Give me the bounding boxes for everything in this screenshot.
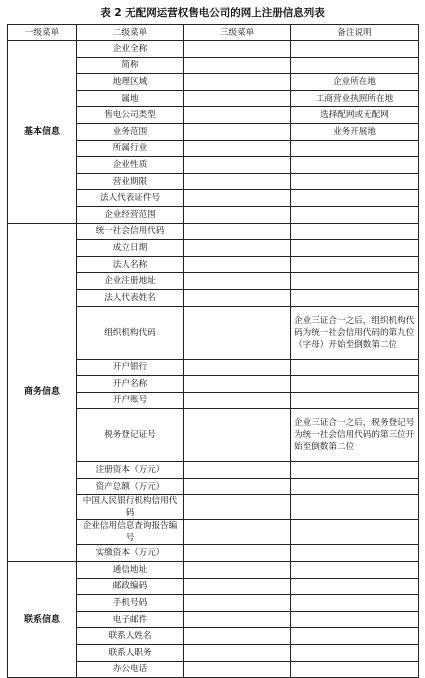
level2-cell: 手机号码 <box>77 595 184 612</box>
level3-cell <box>184 359 291 376</box>
level2-cell: 开户账号 <box>77 392 184 409</box>
level2-cell: 业务范围 <box>77 123 184 140</box>
level3-cell <box>184 520 291 545</box>
level3-cell <box>184 41 291 58</box>
note-cell <box>291 223 419 240</box>
note-cell <box>291 289 419 306</box>
level3-cell <box>184 306 291 359</box>
level3-cell <box>184 562 291 579</box>
table-row <box>8 562 419 579</box>
level3-cell <box>184 545 291 562</box>
registration-info-table <box>7 24 419 678</box>
level3-cell <box>184 409 291 462</box>
level2-cell: 企业信用信息查询报告编号 <box>77 520 184 545</box>
note-cell <box>291 595 419 612</box>
level2-cell: 资产总额（万元） <box>77 478 184 495</box>
note-cell <box>291 173 419 190</box>
level3-cell <box>184 273 291 290</box>
note-cell <box>291 578 419 595</box>
note-cell: 企业三证合一之后，税务登记号为统一社会信用代码的第三位开始至倒数第二位 <box>291 409 419 462</box>
level3-cell <box>184 578 291 595</box>
note-cell <box>291 240 419 257</box>
level2-cell: 联系人姓名 <box>77 628 184 645</box>
note-cell <box>291 545 419 562</box>
note-cell <box>291 41 419 58</box>
level3-cell <box>184 628 291 645</box>
level2-cell: 成立日期 <box>77 240 184 257</box>
level3-cell <box>184 74 291 91</box>
level3-cell <box>184 595 291 612</box>
level2-cell: 企业全称 <box>77 41 184 58</box>
level2-cell: 企业经营范围 <box>77 206 184 223</box>
note-cell <box>291 611 419 628</box>
table-row <box>8 41 419 58</box>
level3-cell <box>184 173 291 190</box>
note-cell <box>291 256 419 273</box>
level2-cell: 法人代表姓名 <box>77 289 184 306</box>
level3-cell <box>184 123 291 140</box>
note-cell <box>291 190 419 207</box>
table-title: 表 2 无配网运营权售电公司的网上注册信息列表 <box>100 7 325 19</box>
note-cell <box>291 206 419 223</box>
note-cell <box>291 562 419 579</box>
note-cell: 选择配网或无配网 <box>291 107 419 124</box>
level3-cell <box>184 611 291 628</box>
note-cell <box>291 495 419 520</box>
note-cell: 企业所在地 <box>291 74 419 91</box>
header-row <box>8 25 419 41</box>
note-cell <box>291 462 419 479</box>
group-label: 商务信息 <box>8 223 77 562</box>
level3-cell <box>184 392 291 409</box>
note-cell <box>291 273 419 290</box>
note-cell <box>291 645 419 662</box>
level3-cell <box>184 661 291 678</box>
level2-cell: 注册资本（万元） <box>77 462 184 479</box>
level2-cell: 简称 <box>77 57 184 74</box>
header-level3: 三级菜单 <box>184 25 291 41</box>
header-note: 备注说明 <box>291 25 419 41</box>
level2-cell: 办公电话 <box>77 661 184 678</box>
level2-cell: 联系人职务 <box>77 645 184 662</box>
level3-cell <box>184 462 291 479</box>
level2-cell: 统一社会信用代码 <box>77 223 184 240</box>
header-level1: 一级菜单 <box>8 25 77 41</box>
level2-cell: 营业期限 <box>77 173 184 190</box>
level2-cell: 税务登记证号 <box>77 409 184 462</box>
level3-cell <box>184 478 291 495</box>
level3-cell <box>184 140 291 157</box>
level2-cell: 售电公司类型 <box>77 107 184 124</box>
note-cell <box>291 157 419 174</box>
level3-cell <box>184 289 291 306</box>
level2-cell: 企业注册地址 <box>77 273 184 290</box>
level3-cell <box>184 495 291 520</box>
note-cell: 业务开展地 <box>291 123 419 140</box>
table-row <box>8 223 419 240</box>
level3-cell <box>184 157 291 174</box>
level2-cell: 企业性质 <box>77 157 184 174</box>
note-cell <box>291 661 419 678</box>
level3-cell <box>184 206 291 223</box>
level3-cell <box>184 223 291 240</box>
note-cell <box>291 376 419 393</box>
note-cell <box>291 57 419 74</box>
note-cell: 企业三证合一之后，组织机构代码为统一社会信用代码的第九位（字母）开始至倒数第二位 <box>291 306 419 359</box>
note-cell <box>291 478 419 495</box>
level2-cell: 所属行业 <box>77 140 184 157</box>
level2-cell: 属地 <box>77 90 184 107</box>
note-cell <box>291 140 419 157</box>
group-label: 基本信息 <box>8 41 77 224</box>
level2-cell: 开户名称 <box>77 376 184 393</box>
level3-cell <box>184 57 291 74</box>
level2-cell: 地理区域 <box>77 74 184 91</box>
level2-cell: 法人代表证件号 <box>77 190 184 207</box>
level2-cell: 通信地址 <box>77 562 184 579</box>
note-cell: 工商营业执照所在地 <box>291 90 419 107</box>
level3-cell <box>184 190 291 207</box>
note-cell <box>291 359 419 376</box>
note-cell <box>291 628 419 645</box>
level3-cell <box>184 256 291 273</box>
header-level2: 二级菜单 <box>77 25 184 41</box>
level2-cell: 中国人民银行机构信用代码 <box>77 495 184 520</box>
level3-cell <box>184 645 291 662</box>
level3-cell <box>184 90 291 107</box>
note-cell <box>291 520 419 545</box>
level3-cell <box>184 376 291 393</box>
group-label: 联系信息 <box>8 562 77 678</box>
level2-cell: 实缴资本（万元） <box>77 545 184 562</box>
level3-cell <box>184 107 291 124</box>
level3-cell <box>184 240 291 257</box>
level2-cell: 电子邮件 <box>77 611 184 628</box>
level2-cell: 组织机构代码 <box>77 306 184 359</box>
level2-cell: 法人名称 <box>77 256 184 273</box>
level2-cell: 开户银行 <box>77 359 184 376</box>
note-cell <box>291 392 419 409</box>
level2-cell: 邮政编码 <box>77 578 184 595</box>
